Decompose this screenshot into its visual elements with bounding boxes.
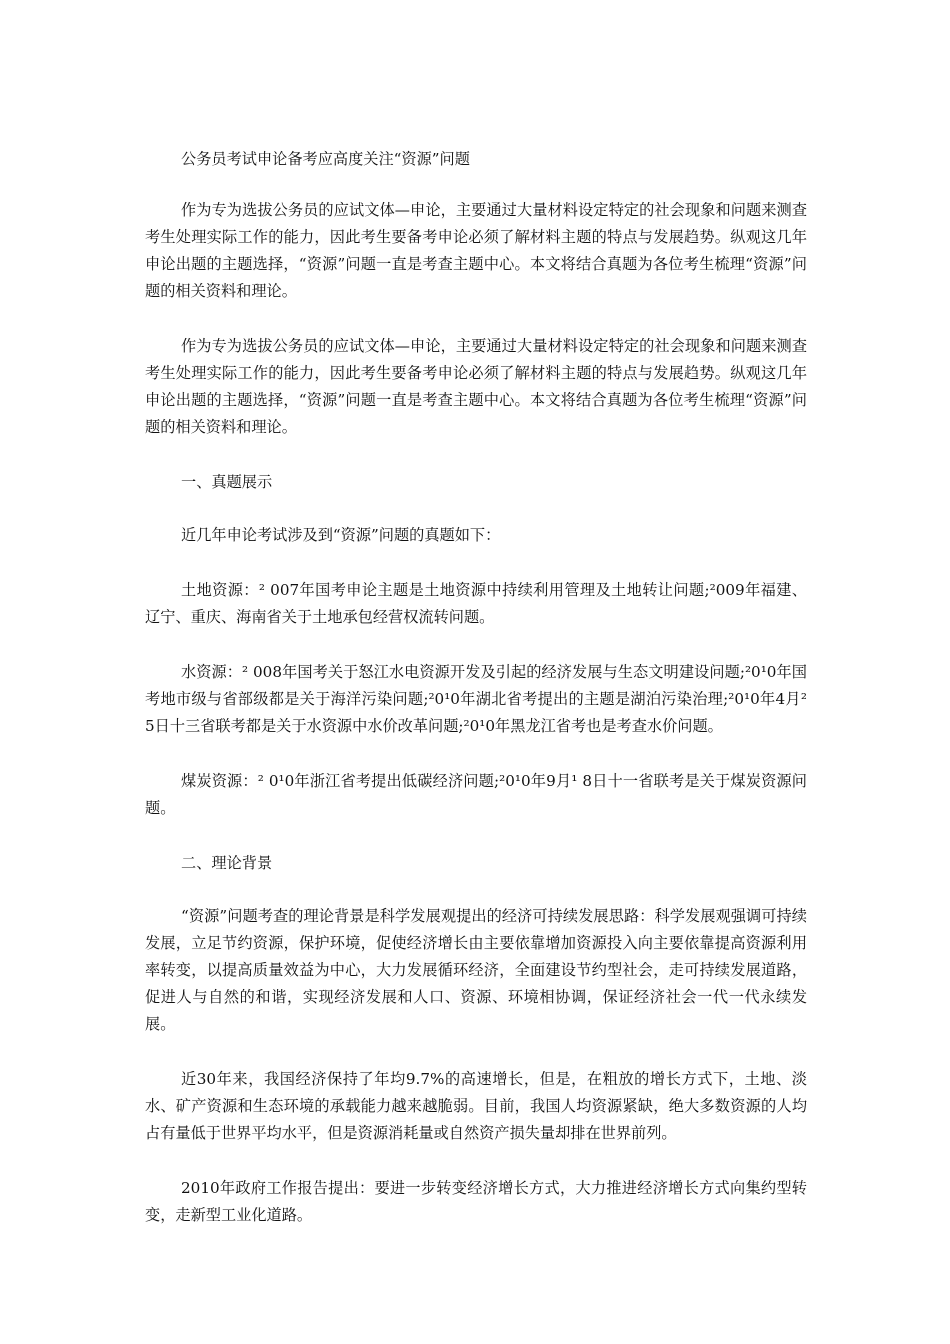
- section-heading-theory: 二、理论背景: [181, 854, 273, 872]
- section-lead: 近几年申论考试涉及到“资源”问题的真题如下：: [181, 526, 501, 544]
- document-title: 公务员考试申论备考应高度关注“资源”问题: [181, 150, 470, 168]
- government-report-paragraph: 2010年政府工作报告提出：要进一步转变经济增长方式，大力推进经济增长方式向集约型转变，走新型工业化道路。: [145, 1179, 807, 1224]
- land-resources-paragraph: 土地资源：² 007年国考申论主题是土地资源中持续利用管理及土地转让问题;²009年福建、辽宁、重庆、海南省关于土地承包经营权流转问题。: [145, 581, 807, 626]
- document-page: [145, 146, 807, 1257]
- water-resources-paragraph: 水资源：² 008年国考关于怒江水电资源开发及引起的经济发展与生态文明建设问题;²0¹0年国考地市级与省部级都是关于海洋污染问题;²0¹0年湖北省考提出的主题是湖泊污染治理;²0¹0年4月² 5日十三省联考都是关于水资源中水价改革问题;²0¹0年黑龙江省考也是考查水价问题。: [145, 663, 807, 735]
- coal-resources-paragraph: 煤炭资源：² 0¹0年浙江省考提出低碳经济问题;²0¹0年9月¹ 8日十一省联考是关于煤炭资源问题。: [145, 772, 807, 817]
- intro-paragraph-repeat: 作为专为选拔公务员的应试文体—申论，主要通过大量材料设定特定的社会现象和问题来测查考生处理实际工作的能力，因此考生要备考申论必须了解材料主题的特点与发展趋势。纵观这几年申论出题的主题选择，“资源”问题一直是考查主题中心。本文将结合真题为各位考生梳理“资源”问题的相关资料和理论。: [145, 337, 807, 436]
- theory-paragraph: “资源”问题考查的理论背景是科学发展观提出的经济可持续发展思路：科学发展观强调可持续发展，立足节约资源，保护环境，促使经济增长由主要依靠增加资源投入向主要依靠提高资源利用率转变，以提高质量效益为中心，大力发展循环经济，全面建设节约型社会，走可持续发展道路，促进人与自然的和谐，实现经济发展和人口、资源、环境相协调，保证经济社会一代一代永续发展。: [145, 907, 807, 1033]
- intro-paragraph: 作为专为选拔公务员的应试文体—申论，主要通过大量材料设定特定的社会现象和问题来测查考生处理实际工作的能力，因此考生要备考申论必须了解材料主题的特点与发展趋势。纵观这几年申论出题的主题选择，“资源”问题一直是考查主题中心。本文将结合真题为各位考生梳理“资源”问题的相关资料和理论。: [145, 201, 807, 300]
- section-heading-real-questions: 一、真题展示: [181, 473, 273, 491]
- growth-paragraph: 近30年来，我国经济保持了年均9.7%的高速增长，但是，在粗放的增长方式下，土地、淡水、矿产资源和生态环境的承载能力越来越脆弱。目前，我国人均资源紧缺，绝大多数资源的人均占有量低于世界平均水平，但是资源消耗量或自然资产损失量却排在世界前列。: [145, 1070, 807, 1142]
